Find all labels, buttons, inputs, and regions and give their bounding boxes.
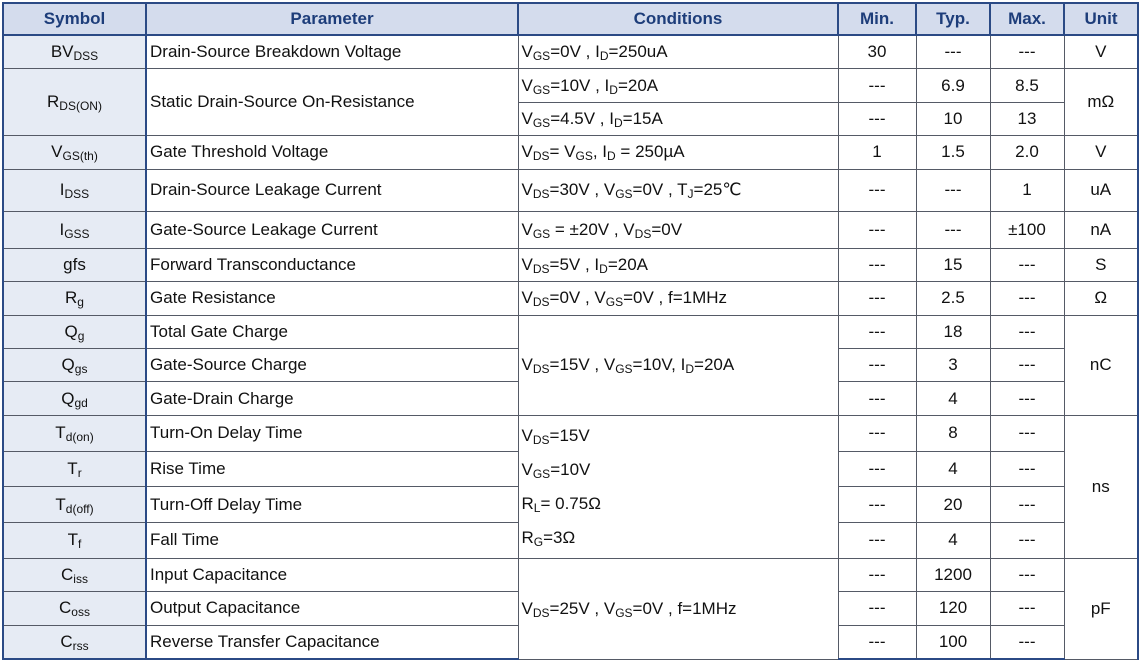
typ-cell: 4: [916, 382, 990, 415]
max-cell: ---: [990, 523, 1064, 559]
max-cell: ---: [990, 248, 1064, 281]
symbol-cell: $I_{GSS}$: [3, 212, 146, 249]
min-cell: ---: [838, 212, 916, 249]
parameter-cell: Gate Threshold Voltage: [146, 136, 518, 169]
max-cell: 13: [990, 102, 1064, 135]
header-parameter: Parameter: [146, 3, 518, 35]
unit-cell: nC: [1064, 315, 1138, 415]
min-cell: ---: [838, 248, 916, 281]
table-row: [3, 315, 1138, 348]
typ-cell: 100: [916, 625, 990, 659]
max-cell: ---: [990, 487, 1064, 523]
parameter-cell: Gate-Source Leakage Current: [146, 212, 518, 249]
symbol-cell: $C_{oss}$: [3, 592, 146, 625]
max-cell: ---: [990, 558, 1064, 591]
parameter-cell: Drain-Source Breakdown Voltage: [146, 35, 518, 69]
symbol-cell: gfs: [3, 248, 146, 281]
max-cell: ---: [990, 625, 1064, 659]
typ-cell: 20: [916, 487, 990, 523]
symbol-cell: $V_{GS(th)}$: [3, 136, 146, 169]
header-max: Max.: [990, 3, 1064, 35]
parameter-cell: Gate-Source Charge: [146, 349, 518, 382]
condition-line: $V_{DS}=15V$: [521, 425, 590, 447]
condition-line: $V_{GS} = \pm 20V$ , $V_{DS}=0V$: [521, 220, 683, 242]
table-row: [3, 212, 1138, 249]
conditions-cell: [518, 69, 838, 102]
typ-cell: ---: [916, 212, 990, 249]
typ-cell: 3: [916, 349, 990, 382]
symbol-cell: $R_g$: [3, 282, 146, 315]
min-cell: ---: [838, 592, 916, 625]
table-row: [3, 169, 1138, 212]
table-row: [3, 558, 1138, 591]
min-cell: 30: [838, 35, 916, 69]
condition-line: $R_L= 0.75\Omega$: [521, 493, 601, 515]
parameter-cell: Turn-Off Delay Time: [146, 487, 518, 523]
conditions-cell: [518, 35, 838, 69]
min-cell: 1: [838, 136, 916, 169]
unit-cell: pF: [1064, 558, 1138, 659]
unit-cell: uA: [1064, 169, 1138, 212]
parameter-cell: Output Capacitance: [146, 592, 518, 625]
min-cell: ---: [838, 69, 916, 102]
header-min: Min.: [838, 3, 916, 35]
symbol-cell: $T_{d(off)}$: [3, 487, 146, 523]
min-cell: ---: [838, 382, 916, 415]
max-cell: 1: [990, 169, 1064, 212]
max-cell: ---: [990, 451, 1064, 487]
header-unit: Unit: [1064, 3, 1138, 35]
max-cell: ---: [990, 382, 1064, 415]
min-cell: ---: [838, 102, 916, 135]
conditions-cell: [518, 558, 838, 659]
parameter-cell: Gate-Drain Charge: [146, 382, 518, 415]
table-row: [3, 136, 1138, 169]
typ-cell: 120: [916, 592, 990, 625]
max-cell: 8.5: [990, 69, 1064, 102]
conditions-cell: [518, 102, 838, 135]
symbol-cell: $Q_g$: [3, 315, 146, 348]
typ-cell: ---: [916, 169, 990, 212]
symbol-cell: $BV_{DSS}$: [3, 35, 146, 69]
typ-cell: 4: [916, 523, 990, 559]
typ-cell: 2.5: [916, 282, 990, 315]
symbol-cell: $T_r$: [3, 451, 146, 487]
parameter-cell: Drain-Source Leakage Current: [146, 169, 518, 212]
symbol-cell: $Q_{gs}$: [3, 349, 146, 382]
min-cell: ---: [838, 451, 916, 487]
max-cell: ---: [990, 415, 1064, 451]
unit-cell: V: [1064, 35, 1138, 69]
table-row: [3, 69, 1138, 102]
header-typ: Typ.: [916, 3, 990, 35]
condition-line: $V_{DS}=15V$ , $V_{GS}=10V$, $I_D=20A$: [521, 355, 735, 377]
min-cell: ---: [838, 625, 916, 659]
typ-cell: 15: [916, 248, 990, 281]
symbol-cell: $R_{DS(ON)}$: [3, 69, 146, 136]
min-cell: ---: [838, 169, 916, 212]
unit-cell: V: [1064, 136, 1138, 169]
table-row: [3, 248, 1138, 281]
conditions-cell: [518, 315, 838, 415]
condition-line: $V_{DS}=30V$ , $V_{GS}=0V$ , $T_J=25℃$: [521, 180, 742, 202]
min-cell: ---: [838, 415, 916, 451]
parameter-cell: Input Capacitance: [146, 558, 518, 591]
typ-cell: 4: [916, 451, 990, 487]
typ-cell: 18: [916, 315, 990, 348]
parameter-cell: Turn-On Delay Time: [146, 415, 518, 451]
symbol-cell: $T_f$: [3, 523, 146, 559]
symbol-cell: $C_{iss}$: [3, 558, 146, 591]
symbol-cell: $C_{rss}$: [3, 625, 146, 659]
typ-cell: 10: [916, 102, 990, 135]
condition-line: $V_{GS}=10V$: [521, 459, 591, 481]
condition-line: $V_{GS}=10V$ , $I_D=20A$: [521, 75, 659, 97]
electrical-characteristics-table: [2, 2, 1139, 660]
conditions-cell: [518, 212, 838, 249]
table-row: [3, 415, 1138, 451]
conditions-cell: [518, 248, 838, 281]
min-cell: ---: [838, 282, 916, 315]
conditions-cell: [518, 415, 838, 558]
condition-line: $R_G=3\Omega$: [521, 527, 576, 549]
conditions-cell: [518, 136, 838, 169]
unit-cell: ns: [1064, 415, 1138, 558]
parameter-cell: Reverse Transfer Capacitance: [146, 625, 518, 659]
max-cell: ---: [990, 592, 1064, 625]
unit-cell: mΩ: [1064, 69, 1138, 136]
min-cell: ---: [838, 315, 916, 348]
condition-line: $V_{DS}= V_{GS}$, $I_D = 250\mu A$: [521, 142, 685, 164]
symbol-cell: $I_{DSS}$: [3, 169, 146, 212]
header-conditions: Conditions: [518, 3, 838, 35]
parameter-cell: Static Drain-Source On-Resistance: [146, 69, 518, 136]
parameter-cell: Total Gate Charge: [146, 315, 518, 348]
unit-cell: Ω: [1064, 282, 1138, 315]
max-cell: ---: [990, 35, 1064, 69]
max-cell: 2.0: [990, 136, 1064, 169]
min-cell: ---: [838, 349, 916, 382]
min-cell: ---: [838, 558, 916, 591]
typ-cell: 1200: [916, 558, 990, 591]
max-cell: ---: [990, 349, 1064, 382]
unit-cell: S: [1064, 248, 1138, 281]
parameter-cell: Fall Time: [146, 523, 518, 559]
condition-line: $V_{DS}=0V$ , $V_{GS}=0V$ , f=1MHz: [521, 288, 728, 310]
condition-line: $V_{GS}=0V$ , $I_D=250uA$: [521, 42, 668, 64]
conditions-cell: [518, 282, 838, 315]
header-symbol: Symbol: [3, 3, 146, 35]
typ-cell: 8: [916, 415, 990, 451]
conditions-cell: [518, 169, 838, 212]
max-cell: ---: [990, 315, 1064, 348]
parameter-cell: Rise Time: [146, 451, 518, 487]
min-cell: ---: [838, 487, 916, 523]
condition-line: $V_{DS}=25V$ , $V_{GS}=0V$ , f=1MHz: [521, 598, 737, 620]
condition-line: $V_{DS}=5V$ , $I_D=20A$: [521, 255, 648, 277]
table-row: [3, 282, 1138, 315]
header-row: [3, 3, 1138, 35]
condition-line: $V_{GS}=4.5V$ , $I_D=15A$: [521, 108, 663, 130]
unit-cell: nA: [1064, 212, 1138, 249]
symbol-cell: $T_{d(on)}$: [3, 415, 146, 451]
parameter-cell: Forward Transconductance: [146, 248, 518, 281]
symbol-cell: $Q_{gd}$: [3, 382, 146, 415]
typ-cell: 1.5: [916, 136, 990, 169]
table-row: [3, 35, 1138, 69]
min-cell: ---: [838, 523, 916, 559]
typ-cell: 6.9: [916, 69, 990, 102]
max-cell: ---: [990, 282, 1064, 315]
parameter-cell: Gate Resistance: [146, 282, 518, 315]
max-cell: ±100: [990, 212, 1064, 249]
typ-cell: ---: [916, 35, 990, 69]
